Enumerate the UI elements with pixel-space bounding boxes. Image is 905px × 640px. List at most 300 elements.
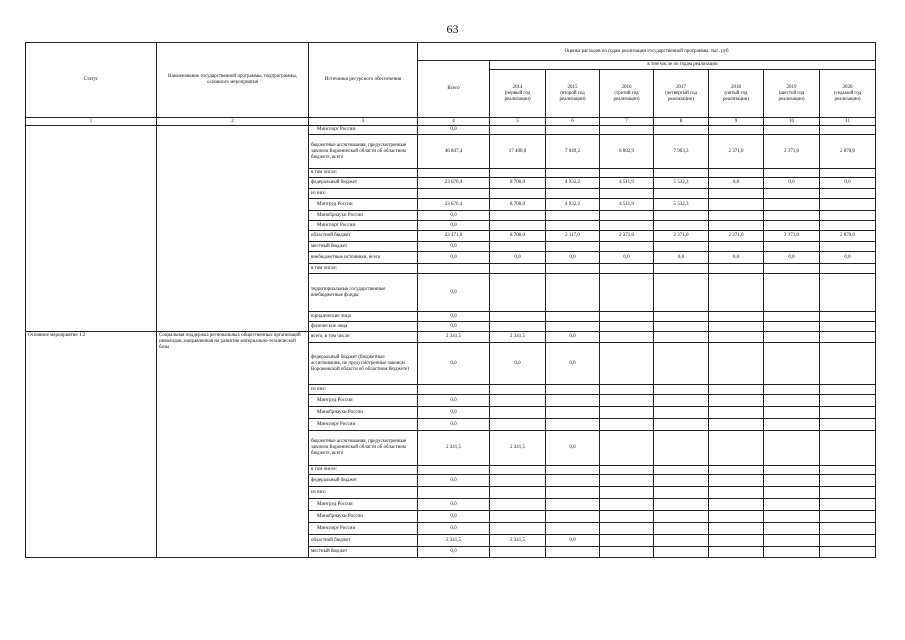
total-value-cell: 0,0 xyxy=(418,475,490,487)
year-value-cell xyxy=(600,221,654,231)
year-value-cell: 8 700,0 xyxy=(490,231,546,242)
funding-source-cell: физические лица xyxy=(309,322,418,332)
year-value-cell xyxy=(820,407,876,419)
year-value-cell xyxy=(709,419,764,431)
year-value-cell xyxy=(600,499,654,511)
year-value-cell xyxy=(600,466,654,475)
year-value-cell xyxy=(820,264,876,274)
year-value-cell xyxy=(764,385,820,395)
year-value-cell xyxy=(654,221,709,231)
total-value-cell: 0,0 xyxy=(418,343,490,385)
total-value-cell: 0,0 xyxy=(418,322,490,332)
header-year-2018 xyxy=(709,70,764,118)
year-value-cell xyxy=(654,189,709,199)
column-index-6: 6 xyxy=(546,118,600,126)
total-value-cell xyxy=(418,466,490,475)
year-value-cell xyxy=(654,407,709,419)
column-index-7: 7 xyxy=(600,118,654,126)
year-value-cell xyxy=(490,419,546,431)
year-value-cell xyxy=(654,547,709,558)
year-value-cell xyxy=(709,547,764,558)
year-value-cell xyxy=(654,385,709,395)
year-value-cell xyxy=(600,523,654,535)
total-value-cell: 0,0 xyxy=(418,221,490,231)
year-value-cell xyxy=(764,343,820,385)
table-row xyxy=(26,332,876,343)
year-value-cell xyxy=(764,211,820,221)
total-value-cell: 2 341,5 xyxy=(418,535,490,547)
total-value-cell: 0,0 xyxy=(418,211,490,221)
year-value-cell xyxy=(490,547,546,558)
year-value-cell: 0,0 xyxy=(490,343,546,385)
year-value-cell xyxy=(600,312,654,322)
year-value-cell xyxy=(654,312,709,322)
year-value-cell xyxy=(820,169,876,178)
header-year-number: 2018 xyxy=(731,84,741,90)
total-value-cell: 46 847,4 xyxy=(418,135,490,169)
year-value-cell xyxy=(764,535,820,547)
year-value-cell xyxy=(764,547,820,558)
year-value-cell xyxy=(600,343,654,385)
header-expenditure-estimate: Оценка расходов по годам реализации государственной программы, тыс. руб xyxy=(418,43,876,61)
year-value-cell xyxy=(820,199,876,211)
funding-source-cell: Минобрнауки России xyxy=(309,211,418,221)
funding-source-cell: Минтруд России xyxy=(309,199,418,211)
total-value-cell: 0,0 xyxy=(418,242,490,252)
year-value-cell xyxy=(490,466,546,475)
year-value-cell: 5 532,3 xyxy=(654,199,709,211)
year-value-cell xyxy=(654,322,709,332)
funding-source-cell: Минтруд России xyxy=(309,395,418,407)
year-value-cell xyxy=(709,189,764,199)
year-value-cell xyxy=(764,189,820,199)
funding-source-cell: областной бюджет xyxy=(309,231,418,242)
column-index-4: 4 xyxy=(418,118,490,126)
year-value-cell xyxy=(820,475,876,487)
year-value-cell xyxy=(600,475,654,487)
column-index-9: 9 xyxy=(709,118,764,126)
header-year-label: (шестой год реализации) xyxy=(778,90,805,102)
year-value-cell xyxy=(600,274,654,312)
year-value-cell xyxy=(546,511,600,523)
year-value-cell xyxy=(709,221,764,231)
year-value-cell xyxy=(490,407,546,419)
total-value-cell xyxy=(418,264,490,274)
year-value-cell xyxy=(654,487,709,499)
funding-source-cell: из них: xyxy=(309,487,418,499)
total-value-cell: 0,0 xyxy=(418,547,490,558)
expenditure-table xyxy=(25,42,876,558)
header-year-label: (третий год реализации) xyxy=(613,90,640,102)
year-value-cell: 2 870,0 xyxy=(820,135,876,169)
year-value-cell xyxy=(546,169,600,178)
year-value-cell: 0,0 xyxy=(490,252,546,264)
year-value-cell: 4 511,9 xyxy=(600,178,654,189)
year-value-cell xyxy=(654,264,709,274)
year-value-cell xyxy=(764,221,820,231)
year-value-cell xyxy=(654,535,709,547)
total-value-cell: 0,0 xyxy=(418,499,490,511)
year-value-cell xyxy=(490,312,546,322)
year-value-cell xyxy=(654,466,709,475)
status-cell: Основное мероприятие 1.2 xyxy=(26,332,157,558)
year-value-cell xyxy=(709,126,764,135)
year-value-cell xyxy=(490,511,546,523)
year-value-cell: 0,0 xyxy=(709,252,764,264)
year-value-cell xyxy=(764,242,820,252)
year-value-cell: 2 371,0 xyxy=(764,231,820,242)
program-name-cell: Социальная поддержка региональных общественных организаций инвалидов, направленная на развитие материально-технической базы xyxy=(157,332,309,558)
year-value-cell xyxy=(600,547,654,558)
year-value-cell xyxy=(709,322,764,332)
year-value-cell: 0,0 xyxy=(600,252,654,264)
year-value-cell xyxy=(764,475,820,487)
header-program-name: Наименование государственной программы, подпрограммы, основного мероприятия xyxy=(157,43,309,118)
year-value-cell: 0,0 xyxy=(546,343,600,385)
year-value-cell xyxy=(546,547,600,558)
funding-source-cell: Минспорт России xyxy=(309,523,418,535)
year-value-cell xyxy=(654,475,709,487)
year-value-cell xyxy=(654,499,709,511)
column-index-10: 10 xyxy=(764,118,820,126)
year-value-cell xyxy=(709,274,764,312)
year-value-cell xyxy=(764,499,820,511)
funding-source-cell: в том числе: xyxy=(309,264,418,274)
funding-source-cell: Минспорт России xyxy=(309,221,418,231)
year-value-cell: 0,0 xyxy=(709,178,764,189)
year-value-cell xyxy=(600,419,654,431)
year-value-cell: 2 371,0 xyxy=(764,135,820,169)
total-value-cell: 0,0 xyxy=(418,252,490,264)
year-value-cell xyxy=(764,264,820,274)
year-value-cell xyxy=(654,211,709,221)
header-year-2014 xyxy=(490,70,546,118)
year-value-cell xyxy=(709,431,764,466)
funding-source-cell: Минспорт России xyxy=(309,419,418,431)
funding-source-cell: территориальные государственные внебюджетные фонды xyxy=(309,274,418,312)
total-value-cell: 23 676,4 xyxy=(418,199,490,211)
year-value-cell xyxy=(820,523,876,535)
year-value-cell xyxy=(764,312,820,322)
funding-source-cell: юридические лица xyxy=(309,312,418,322)
table-row xyxy=(26,126,876,135)
year-value-cell xyxy=(820,395,876,407)
year-value-cell xyxy=(709,475,764,487)
year-value-cell xyxy=(764,274,820,312)
year-value-cell xyxy=(490,211,546,221)
year-value-cell xyxy=(820,431,876,466)
year-value-cell: 8 700,0 xyxy=(490,199,546,211)
year-value-cell xyxy=(490,126,546,135)
header-year-label: (седьмой год реализации) xyxy=(833,90,862,102)
header-year-2020 xyxy=(820,70,876,118)
year-value-cell xyxy=(546,274,600,312)
year-value-cell xyxy=(654,242,709,252)
year-value-cell xyxy=(490,189,546,199)
funding-source-cell: областной бюджет xyxy=(309,535,418,547)
funding-source-cell: Минобрнауки России xyxy=(309,511,418,523)
funding-source-cell: из них: xyxy=(309,189,418,199)
funding-source-cell: федеральный бюджет xyxy=(309,178,418,189)
year-value-cell xyxy=(709,199,764,211)
total-value-cell xyxy=(418,169,490,178)
total-value-cell: 0,0 xyxy=(418,523,490,535)
year-value-cell: 0,0 xyxy=(546,431,600,466)
year-value-cell: 0,0 xyxy=(546,252,600,264)
header-total: Всего xyxy=(418,61,490,118)
year-value-cell: 2 341,5 xyxy=(490,332,546,343)
year-value-cell xyxy=(820,221,876,231)
header-year-label: (четвертый год реализации) xyxy=(665,90,697,102)
year-value-cell xyxy=(546,395,600,407)
year-value-cell xyxy=(600,395,654,407)
total-value-cell: 2 341,5 xyxy=(418,332,490,343)
year-value-cell xyxy=(764,199,820,211)
year-value-cell xyxy=(820,499,876,511)
header-year-label: (первый год реализации) xyxy=(504,90,531,102)
year-value-cell xyxy=(764,419,820,431)
header-status: Статус xyxy=(26,43,157,118)
funding-source-cell: федеральный бюджет (бюджетные ассигнования, не предусмотренные законом Воронежской области об областном бюджете) xyxy=(309,343,418,385)
year-value-cell xyxy=(820,466,876,475)
year-value-cell: 5 532,3 xyxy=(654,178,709,189)
header-funding-sources: Источники ресурсного обеспечения xyxy=(309,43,418,118)
funding-source-cell: Минобрнауки России xyxy=(309,407,418,419)
year-value-cell xyxy=(654,126,709,135)
year-value-cell xyxy=(709,523,764,535)
year-value-cell xyxy=(654,419,709,431)
year-value-cell: 2 371,0 xyxy=(654,231,709,242)
year-value-cell: 0,0 xyxy=(546,332,600,343)
year-value-cell xyxy=(764,395,820,407)
year-value-cell xyxy=(764,332,820,343)
total-value-cell: 2 341,5 xyxy=(418,431,490,466)
year-value-cell: 0,0 xyxy=(764,252,820,264)
year-value-cell xyxy=(490,475,546,487)
year-value-cell xyxy=(709,499,764,511)
year-value-cell xyxy=(546,475,600,487)
funding-source-cell: бюджетные ассигнования, предусмотренные законом Воронежской области об областном бюджете, всего xyxy=(309,135,418,169)
year-value-cell xyxy=(820,322,876,332)
column-index-1: 1 xyxy=(26,118,157,126)
year-value-cell xyxy=(546,419,600,431)
year-value-cell: 2 341,5 xyxy=(490,431,546,466)
header-year-number: 2017 xyxy=(676,84,686,90)
year-value-cell xyxy=(546,322,600,332)
year-value-cell xyxy=(546,385,600,395)
year-value-cell xyxy=(600,264,654,274)
column-index-8: 8 xyxy=(654,118,709,126)
funding-source-cell: федеральный бюджет xyxy=(309,475,418,487)
year-value-cell xyxy=(490,385,546,395)
year-value-cell xyxy=(490,487,546,499)
year-value-cell: 2 371,0 xyxy=(709,231,764,242)
year-value-cell xyxy=(820,242,876,252)
total-value-cell xyxy=(418,487,490,499)
year-value-cell xyxy=(709,395,764,407)
column-index-2: 2 xyxy=(157,118,309,126)
year-value-cell xyxy=(764,407,820,419)
year-value-cell xyxy=(654,332,709,343)
year-value-cell xyxy=(600,385,654,395)
year-value-cell xyxy=(654,274,709,312)
year-value-cell: 2 117,0 xyxy=(546,231,600,242)
funding-source-cell: бюджетные ассигнования, предусмотренные законом Воронежской области об областном бюджете, всего xyxy=(309,431,418,466)
year-value-cell xyxy=(820,547,876,558)
year-value-cell xyxy=(490,322,546,332)
funding-source-cell: внебюджетные источники, всего xyxy=(309,252,418,264)
year-value-cell xyxy=(490,274,546,312)
year-value-cell xyxy=(654,523,709,535)
column-index-11: 11 xyxy=(820,118,876,126)
year-value-cell xyxy=(546,407,600,419)
year-value-cell xyxy=(764,466,820,475)
page-number: 63 xyxy=(446,22,459,36)
year-value-cell xyxy=(546,312,600,322)
funding-source-cell: из них: xyxy=(309,385,418,395)
year-value-cell xyxy=(600,211,654,221)
year-value-cell: 4 932,2 xyxy=(546,178,600,189)
year-value-cell xyxy=(546,126,600,135)
header-year-number: 2015 xyxy=(567,84,578,90)
year-value-cell: 17 400,0 xyxy=(490,135,546,169)
year-value-cell xyxy=(546,466,600,475)
year-value-cell xyxy=(820,511,876,523)
year-value-cell: 2 371,0 xyxy=(600,231,654,242)
year-value-cell xyxy=(764,169,820,178)
year-value-cell xyxy=(654,169,709,178)
total-value-cell: 0,0 xyxy=(418,126,490,135)
year-value-cell xyxy=(654,511,709,523)
year-value-cell xyxy=(546,211,600,221)
header-year-label: (пятый год реализации) xyxy=(722,90,750,102)
year-value-cell xyxy=(709,242,764,252)
year-value-cell xyxy=(820,487,876,499)
total-value-cell: 0,0 xyxy=(418,511,490,523)
year-value-cell xyxy=(709,264,764,274)
year-value-cell xyxy=(600,126,654,135)
year-value-cell xyxy=(546,242,600,252)
year-value-cell xyxy=(820,385,876,395)
year-value-cell xyxy=(764,126,820,135)
year-value-cell xyxy=(820,312,876,322)
year-value-cell: 7 903,3 xyxy=(654,135,709,169)
total-value-cell: 0,0 xyxy=(418,395,490,407)
funding-source-cell: в том числе: xyxy=(309,169,418,178)
total-value-cell: 0,0 xyxy=(418,407,490,419)
header-year-number: 2016 xyxy=(621,84,632,90)
header-including-by-years: в том числе по годам реализации xyxy=(490,61,876,70)
total-value-cell: 0,0 xyxy=(418,419,490,431)
year-value-cell xyxy=(546,487,600,499)
funding-source-cell: местный бюджет xyxy=(309,242,418,252)
year-value-cell xyxy=(709,211,764,221)
year-value-cell xyxy=(820,274,876,312)
year-value-cell xyxy=(600,332,654,343)
year-value-cell xyxy=(654,395,709,407)
funding-source-cell: всего, в том числе: xyxy=(309,332,418,343)
year-value-cell: 2 870,0 xyxy=(820,231,876,242)
year-value-cell xyxy=(600,169,654,178)
year-value-cell xyxy=(709,312,764,322)
year-value-cell xyxy=(546,264,600,274)
year-value-cell xyxy=(490,242,546,252)
year-value-cell xyxy=(490,523,546,535)
year-value-cell: 4 932,2 xyxy=(546,199,600,211)
header-year-number: 2014 xyxy=(512,84,523,90)
year-value-cell: 0,0 xyxy=(764,178,820,189)
header-year-number: 2019 xyxy=(786,84,797,90)
year-value-cell xyxy=(820,535,876,547)
year-value-cell xyxy=(546,499,600,511)
status-cell-continued xyxy=(26,126,157,332)
name-cell-continued xyxy=(157,126,309,332)
header-year-2016 xyxy=(600,70,654,118)
year-value-cell xyxy=(764,322,820,332)
year-value-cell: 4 511,9 xyxy=(600,199,654,211)
year-value-cell xyxy=(490,169,546,178)
funding-source-cell: местный бюджет xyxy=(309,547,418,558)
year-value-cell xyxy=(764,511,820,523)
total-value-cell xyxy=(418,189,490,199)
year-value-cell: 8 700,0 xyxy=(490,178,546,189)
year-value-cell xyxy=(546,189,600,199)
year-value-cell xyxy=(764,523,820,535)
year-value-cell xyxy=(820,332,876,343)
year-value-cell xyxy=(490,499,546,511)
year-value-cell xyxy=(600,407,654,419)
year-value-cell xyxy=(600,535,654,547)
column-index-3: 3 xyxy=(309,118,418,126)
year-value-cell xyxy=(709,535,764,547)
year-value-cell xyxy=(600,487,654,499)
year-value-cell xyxy=(764,431,820,466)
total-value-cell: 0,0 xyxy=(418,274,490,312)
year-value-cell: 0,0 xyxy=(820,178,876,189)
year-value-cell xyxy=(600,242,654,252)
funding-source-cell: Минтруд России xyxy=(309,499,418,511)
header-year-2017 xyxy=(654,70,709,118)
header-year-2015 xyxy=(546,70,600,118)
header-year-2019 xyxy=(764,70,820,118)
year-value-cell xyxy=(820,126,876,135)
year-value-cell: 2 371,0 xyxy=(709,135,764,169)
year-value-cell xyxy=(709,343,764,385)
year-value-cell xyxy=(490,395,546,407)
year-value-cell xyxy=(820,211,876,221)
total-value-cell: 23 171,0 xyxy=(418,231,490,242)
year-value-cell xyxy=(600,322,654,332)
year-value-cell xyxy=(709,407,764,419)
total-value-cell: 23 676,4 xyxy=(418,178,490,189)
year-value-cell: 7 049,2 xyxy=(546,135,600,169)
header-year-number: 2020 xyxy=(842,84,853,90)
year-value-cell xyxy=(600,189,654,199)
year-value-cell xyxy=(709,466,764,475)
year-value-cell: 2 341,5 xyxy=(490,535,546,547)
year-value-cell xyxy=(820,189,876,199)
year-value-cell: 0,0 xyxy=(820,252,876,264)
funding-source-cell: Минспорт России xyxy=(309,126,418,135)
year-value-cell: 0,0 xyxy=(546,535,600,547)
column-index-5: 5 xyxy=(490,118,546,126)
header-year-label: (второй год реализации) xyxy=(559,90,586,102)
year-value-cell xyxy=(600,511,654,523)
year-value-cell xyxy=(820,343,876,385)
year-value-cell xyxy=(546,221,600,231)
year-value-cell: 6 882,9 xyxy=(600,135,654,169)
year-value-cell xyxy=(709,385,764,395)
